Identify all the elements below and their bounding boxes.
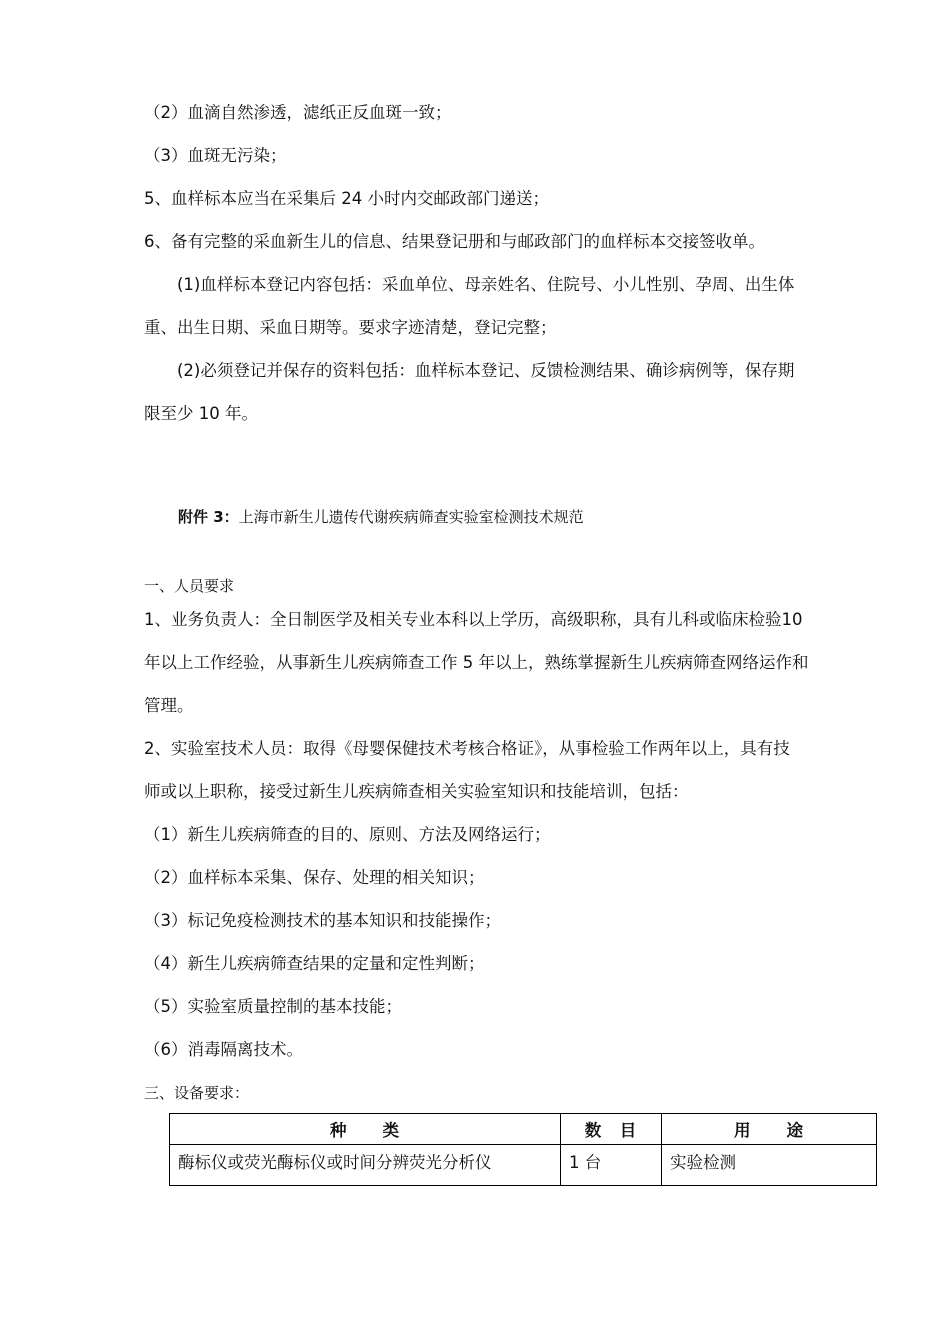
table-cell: 实验检测 xyxy=(662,1145,877,1186)
text-line: 6、备有完整的采血新生儿的信息、结果登记册和与邮政部门的血样标本交接签收单。 xyxy=(144,232,765,251)
text-line: （2）血滴自然渗透，滤纸正反血斑一致； xyxy=(144,103,452,122)
list-item: （4）新生儿疾病筛查结果的定量和定性判断； xyxy=(144,954,485,973)
text-line: (1)血样标本登记内容包括：采血单位、母亲姓名、住院号、小儿性别、孕周、出生体 xyxy=(177,275,795,294)
text-line: 重、出生日期、采血日期等。要求字迹清楚，登记完整； xyxy=(144,318,557,337)
text-line: （3）血斑无污染； xyxy=(144,146,287,165)
text-line: 限至少 10 年。 xyxy=(144,404,258,423)
section-heading: 三、设备要求： xyxy=(144,1084,250,1102)
list-item: （6）消毒隔离技术。 xyxy=(144,1040,303,1059)
table-cell: 1 台 xyxy=(561,1145,662,1186)
equipment-table xyxy=(169,1113,877,1186)
list-item: （3）标记免疫检测技术的基本知识和技能操作； xyxy=(144,911,501,930)
text-line: 5、血样标本应当在采集后 24 小时内交邮政部门递送； xyxy=(144,189,549,208)
column-header-type: 种 类 xyxy=(170,1114,561,1145)
text-line: 年以上工作经验，从事新生儿疾病筛查工作 5 年以上，熟练掌握新生儿疾病筛查网络运作和 xyxy=(144,653,809,672)
table-header-row xyxy=(170,1114,877,1145)
text-line: (2)必须登记并保存的资料包括：血样标本登记、反馈检测结果、确诊病例等，保存期 xyxy=(177,361,795,380)
column-header-purpose: 用 途 xyxy=(662,1114,877,1145)
attachment-label: 附件 3： xyxy=(178,508,239,526)
attachment-title-text: 上海市新生儿遗传代谢疾病筛查实验室检测技术规范 xyxy=(238,508,584,526)
table-cell: 酶标仪或荧光酶标仪或时间分辨荧光分析仪 xyxy=(170,1145,561,1186)
column-header-count: 数 目 xyxy=(561,1114,662,1145)
text-line: 2、实验室技术人员：取得《母婴保健技术考核合格证》，从事检验工作两年以上，具有技 xyxy=(144,739,790,758)
attachment-title xyxy=(178,505,584,529)
text-line: 管理。 xyxy=(144,696,194,715)
table-row xyxy=(170,1145,877,1186)
list-item: （2）血样标本采集、保存、处理的相关知识； xyxy=(144,868,485,887)
list-item: （1）新生儿疾病筛查的目的、原则、方法及网络运行； xyxy=(144,825,551,844)
text-line: 1、业务负责人：全日制医学及相关专业本科以上学历，高级职称，具有儿科或临床检验10 xyxy=(144,610,803,629)
section-heading: 一、人员要求 xyxy=(144,577,235,595)
list-item: （5）实验室质量控制的基本技能； xyxy=(144,997,402,1016)
text-line: 师或以上职称，接受过新生儿疾病筛查相关实验室知识和技能培训，包括： xyxy=(144,782,689,801)
